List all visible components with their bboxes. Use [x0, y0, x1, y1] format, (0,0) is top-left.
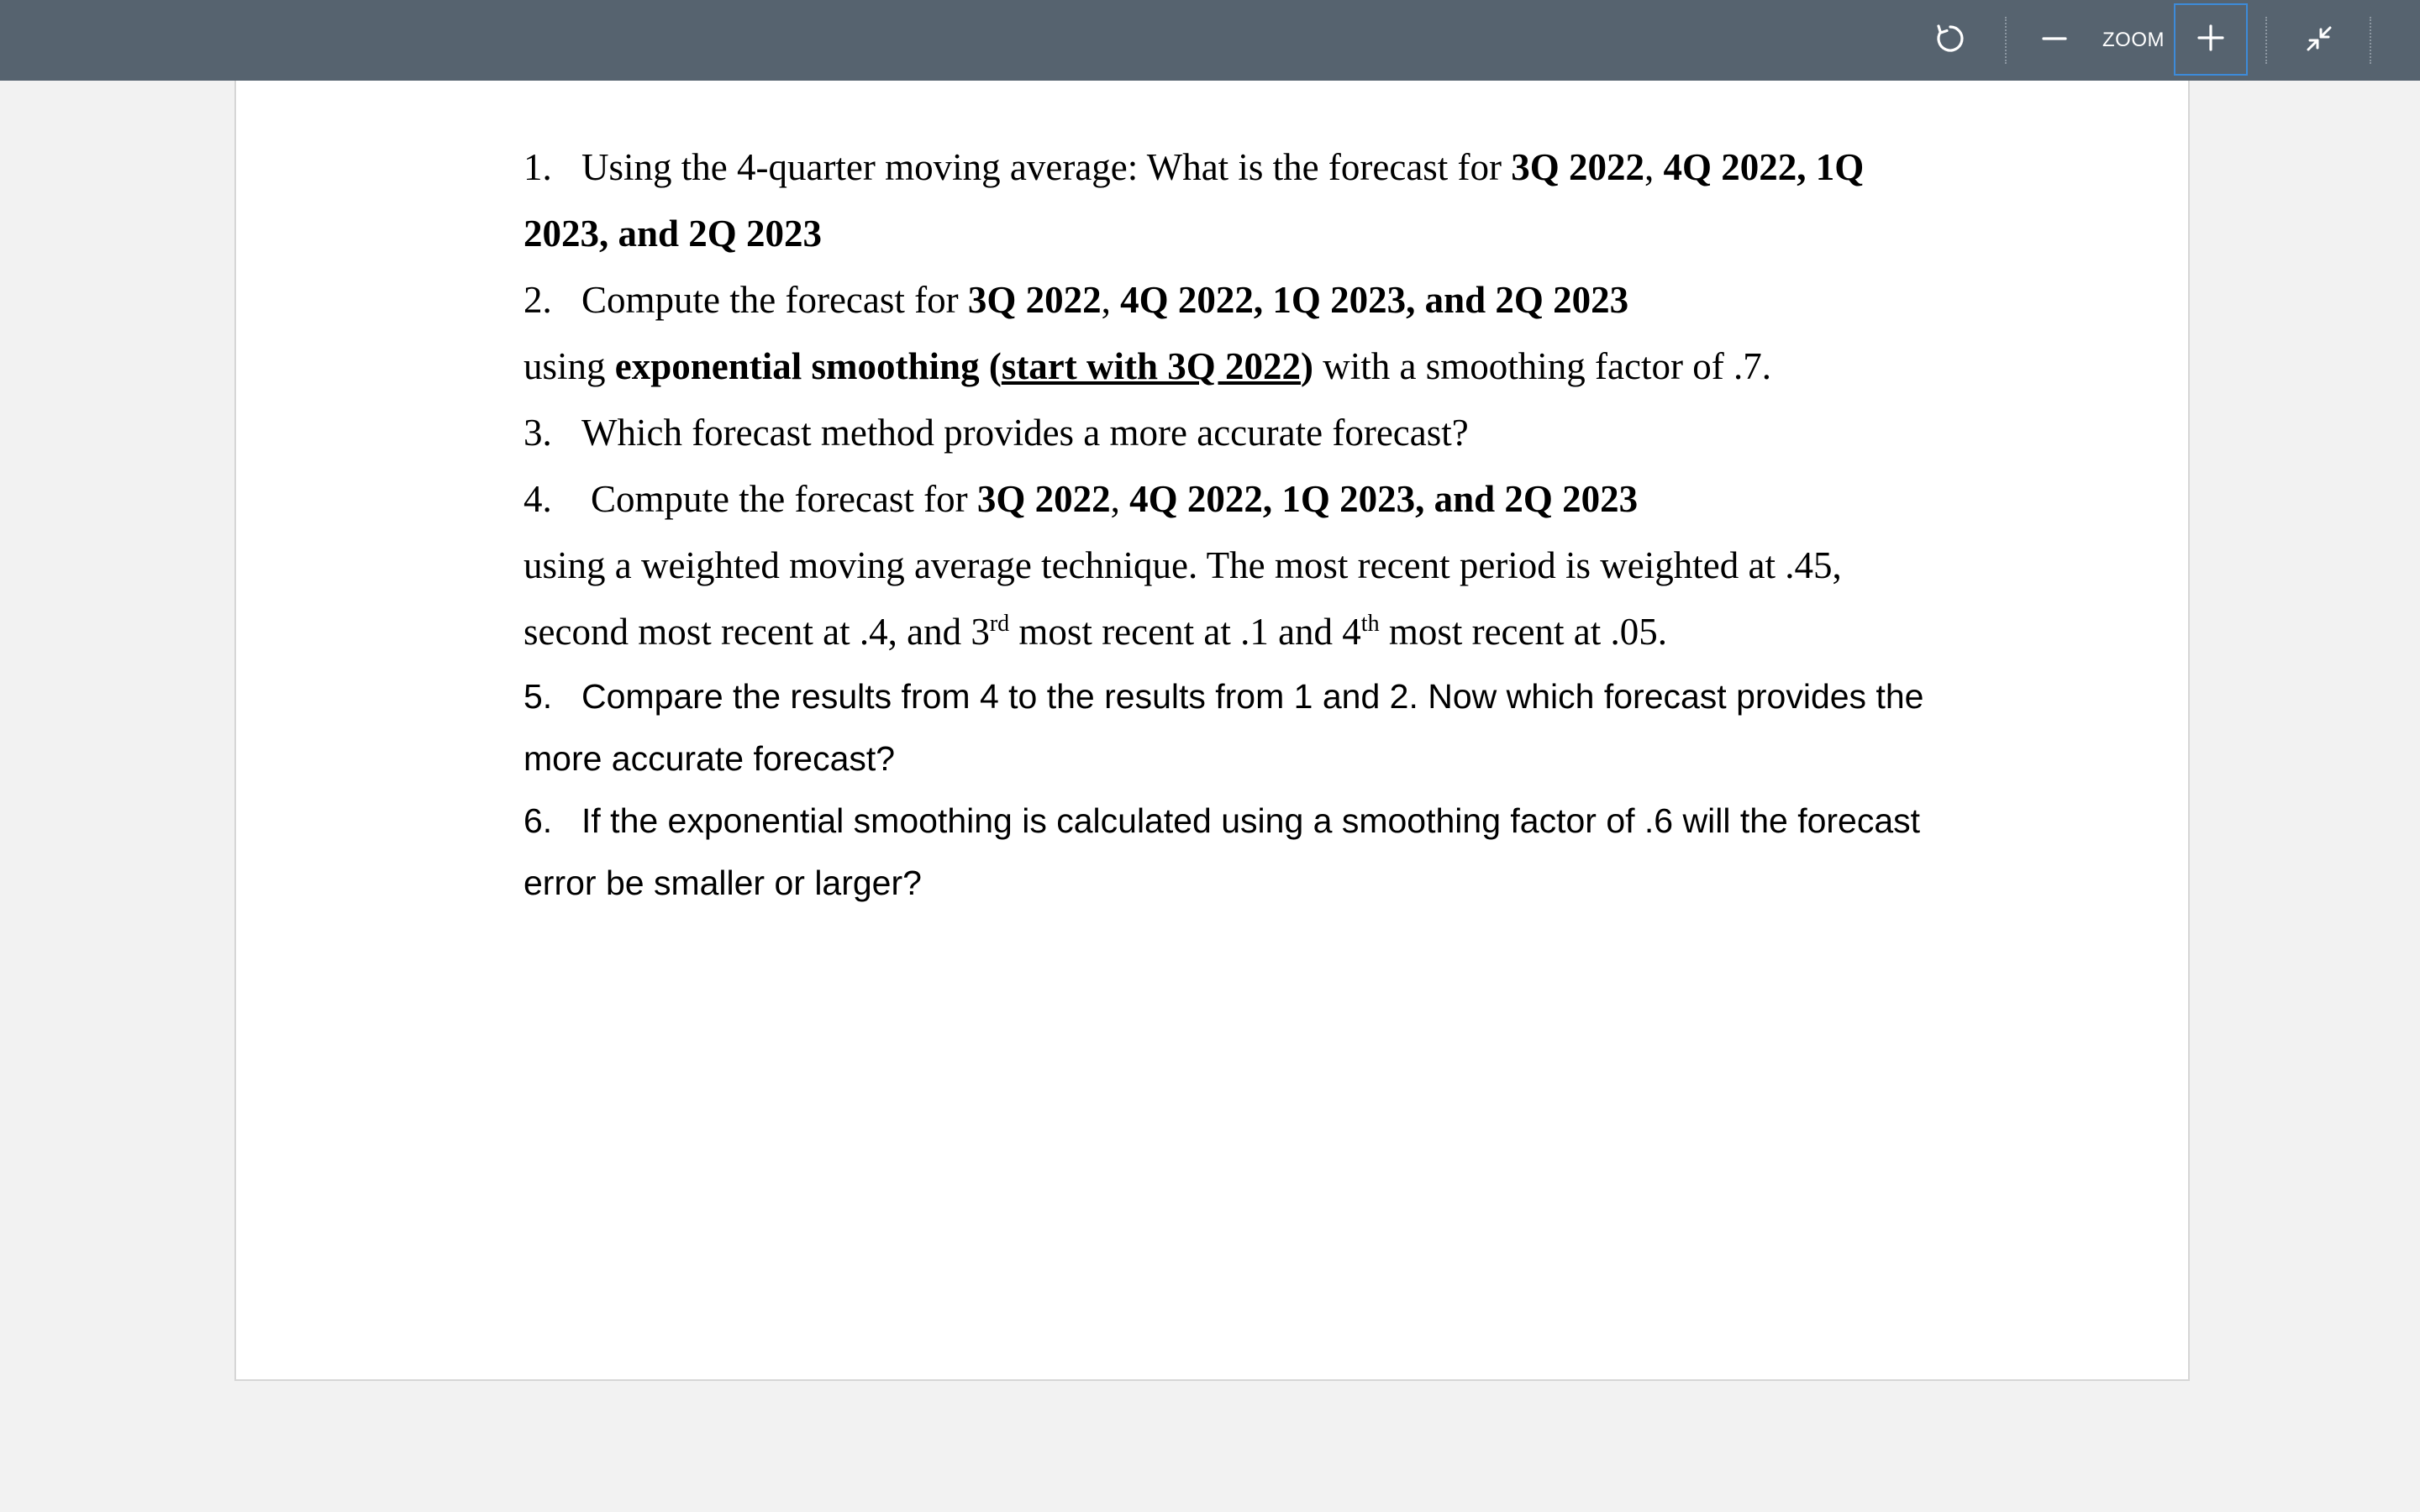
bold-term: 4Q 2022, 1Q 2023, and 2Q 2023 — [1129, 478, 1639, 520]
question-text: Which forecast method provides a more accurate forecast? — [581, 412, 1469, 454]
rotate-button[interactable] — [1928, 0, 1973, 81]
question-5 — [523, 665, 2002, 727]
question-text: using — [523, 345, 615, 387]
question-text: most recent at .05. — [1379, 611, 1667, 653]
question-text: second most recent at .4, and 3 — [523, 611, 990, 653]
ordinal-suffix: rd — [989, 611, 1010, 637]
question-text: Compare the results from 4 to the results from 1 and 2. Now which forecast provides the — [581, 677, 1924, 716]
bold-term: 3Q 2022 — [1511, 146, 1645, 188]
exit-fullscreen-button[interactable] — [2297, 0, 2341, 81]
question-number: 5. — [523, 677, 553, 716]
question-4-continued — [523, 533, 2002, 599]
question-text: If the exponential smoothing is calculated using a smoothing factor of .6 will the forecast — [581, 801, 1921, 840]
underlined-term: start with 3Q 2022 — [1001, 345, 1302, 387]
document-page — [234, 81, 2190, 1381]
question-text: most recent at .1 and 4 — [1009, 611, 1361, 653]
bold-term: ) — [1301, 345, 1314, 387]
zoom-out-icon — [2041, 25, 2068, 56]
toolbar-divider — [2265, 17, 2267, 64]
question-2 — [523, 267, 2002, 333]
bold-term: 4Q 2022, 1Q — [1663, 146, 1865, 188]
question-2-continued — [523, 333, 2002, 400]
separator: , — [1644, 146, 1664, 188]
question-text: Compute the forecast for — [591, 478, 977, 520]
bold-term: 3Q 2022 — [967, 279, 1102, 321]
question-1 — [523, 134, 2002, 201]
zoom-in-button[interactable] — [2174, 3, 2248, 76]
question-6-continued — [523, 852, 2002, 914]
separator: , — [1110, 478, 1130, 520]
ordinal-suffix: th — [1360, 611, 1380, 637]
bold-term: 4Q 2022, 1Q 2023, and 2Q 2023 — [1120, 279, 1629, 321]
exit-fullscreen-icon — [2304, 24, 2334, 58]
question-text: Using the 4-quarter moving average: What is the forecast for — [581, 146, 1512, 188]
zoom-out-button[interactable] — [2033, 0, 2075, 81]
separator: , — [1101, 279, 1121, 321]
question-number: 1. — [523, 146, 552, 188]
question-4 — [523, 466, 2002, 533]
question-3 — [523, 400, 2002, 466]
toolbar-divider — [2370, 17, 2371, 64]
question-4-continued — [523, 599, 2002, 665]
question-text: using a weighted moving average technique. The most recent period is weighted at .45, — [523, 544, 1842, 586]
toolbar-divider — [2005, 17, 2007, 64]
bold-term: 2023, and 2Q 2023 — [523, 213, 823, 255]
question-5-continued — [523, 727, 2002, 790]
bold-term: exponential smoothing ( — [614, 345, 1002, 387]
question-text: error be smaller or larger? — [523, 864, 922, 902]
question-1-continued — [523, 201, 2002, 267]
document-content — [523, 134, 2002, 914]
zoom-label: ZOOM — [2102, 29, 2165, 51]
rotate-icon — [1933, 22, 1967, 60]
question-text: Compute the forecast for — [581, 279, 968, 321]
question-text: more accurate forecast? — [523, 739, 896, 778]
viewer-toolbar — [0, 0, 2420, 81]
question-text: with a smoothing factor of .7. — [1313, 345, 1771, 387]
question-number: 2. — [523, 279, 552, 321]
bold-term: 3Q 2022 — [976, 478, 1111, 520]
question-number: 6. — [523, 801, 553, 840]
question-number: 4. — [523, 478, 552, 520]
question-6 — [523, 790, 2002, 852]
question-number: 3. — [523, 412, 552, 454]
zoom-in-icon — [2196, 24, 2225, 56]
